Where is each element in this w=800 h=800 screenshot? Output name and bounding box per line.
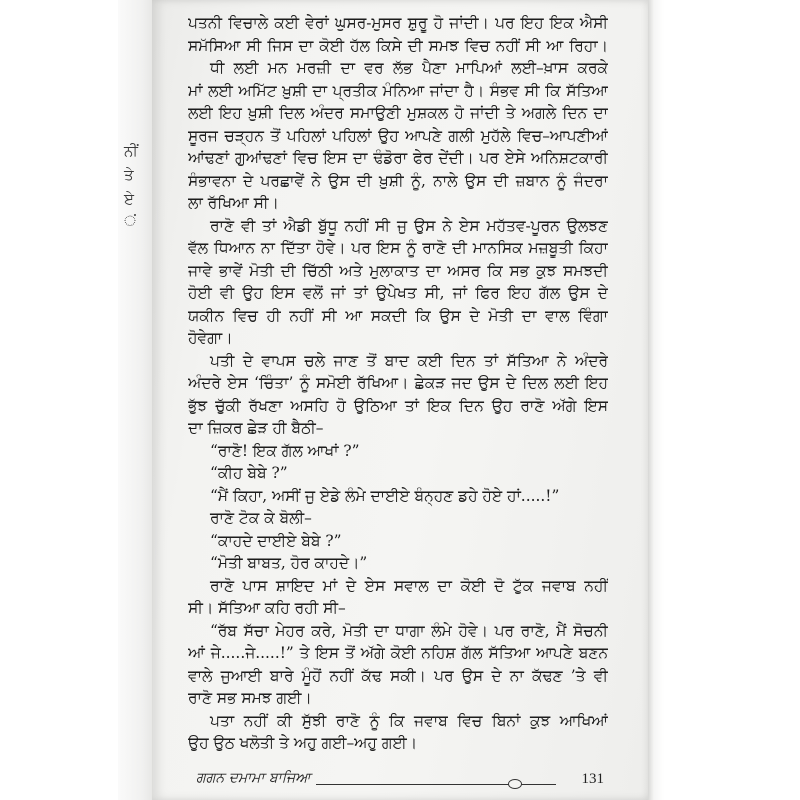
text-line: ਮਾਂ ਲਈ ਅਮਿੱਟ ਖ਼ੁਸ਼ੀ ਦਾ ਪ੍ਰਤੀਕ ਮੰਨਿਆ ਜਾਂਦਾ ਹੈ। ਸੰਭਵ ਸੀ ਕਿ ਸੱਤਿਆ — [188, 81, 608, 100]
dialogue-line: “ਕਾਹਦੇ ਦਾਈਏ ਬੇਬੇ ?” — [210, 531, 342, 550]
dialogue-line: “ਕੀਹ ਬੇਬੇ ?” — [210, 464, 288, 482]
text-line: ਆਂਢਣਾਂ ਗੁਆਂਢਣਾਂ ਵਿਚ ਇਸ ਦਾ ਢੰਡੋਰਾ ਫੇਰ ਦੇਂਦੀ। ਪਰ ਏਸੇ ਅਨਿਸ਼ਟਕਾਰੀ — [188, 149, 608, 167]
text-line: ਉਹ ਉਠ ਖਲੋਤੀ ਤੇ ਅਹੁ ਗਈ–ਅਹੁ ਗਈ। — [188, 734, 418, 752]
running-head: ਗਗਨ ਦਮਾਮਾ ਬਾਜਿਆ — [196, 770, 311, 786]
body-text — [188, 12, 608, 755]
text-line: ਹੋਵੇਗਾ। — [188, 329, 233, 347]
text-line: ਰਾਣੋ ਸਭ ਸਮਝ ਗਈ। — [188, 689, 312, 707]
text-line: ਸਮੱਸਿਆ ਸੀ ਜਿਸ ਦਾ ਕੋਈ ਹੱਲ ਕਿਸੇ ਦੀ ਸਮਝ ਵਿਚ ਨਹੀਂ ਸੀ ਆ ਰਿਹਾ। — [188, 36, 608, 55]
previous-page-fragment: ਂ — [124, 212, 137, 230]
text-line: ਯਕੀਨ ਵਿਚ ਹੀ ਨਹੀਂ ਸੀ ਆ ਸਕਦੀ ਕਿ ਉਸ ਦੇ ਮੋਤੀ ਦਾ ਵਾਲ ਵਿੰਗਾ — [188, 306, 608, 325]
dialogue-line: ਰਾਣੋ ਟੋਕ ਕੇ ਬੋਲੀ– — [210, 509, 312, 527]
text-line: ਪਤਨੀ ਵਿਚਾਲੇ ਕਈ ਵੇਰਾਂ ਘੁਸਰ-ਮੁਸਰ ਸ਼ੁਰੂ ਹੋ ਜਾਂਦੀ। ਪਰ ਇਹ ਇਕ ਐਸੀ — [188, 14, 608, 32]
previous-page-fragment: ਏ — [124, 190, 134, 208]
text-line: ਵੱਲ ਧਿਆਨ ਨਾ ਦਿੱਤਾ ਹੋਵੇ। ਪਰ ਇਸ ਨੂੰ ਰਾਣੋ ਦੀ ਮਾਨਸਿਕ ਮਜ਼ਬੂਤੀ ਕਿਹਾ — [188, 239, 608, 257]
text-line: ਰਾਣੋ ਵੀ ਤਾਂ ਐਡੀ ਬੁੱਧੂ ਨਹੀਂ ਸੀ ਜੁ ਉਸ ਨੇ ਏਸ ਮਹੱਤਵ-ਪੂਰਨ ਉਲਝਣ — [210, 216, 608, 235]
text-line: ਅੰਦਰੇ ਏਸ ‘ਚਿੰਤਾ’ ਨੂੰ ਸਮੋਈ ਰੱਖਿਆ। ਛੇਕੜ ਜਦ ਉਸ ਦੇ ਦਿਲ ਲਈ ਇਹ — [188, 374, 608, 392]
previous-page-fragment: ਤੇ — [124, 166, 134, 184]
text-line: “ਰੱਬ ਸੱਚਾ ਮੇਹਰ ਕਰੇ, ਮੋਤੀ ਦਾ ਧਾਗਾ ਲੰਮੇ ਹੋਵੇ। ਪਰ ਰਾਣੋ, ਮੈਂ ਸੋਚਨੀ — [210, 621, 608, 640]
page-footer — [196, 770, 606, 794]
dialogue-line: “ਮੈਂ ਕਿਹਾ, ਅਸੀਂ ਜੁ ਏਡੇ ਲੰਮੇ ਦਾਈਏ ਬੰਨ੍ਹਣ ਡਹੇ ਹੋਏ ਹਾਂ.....!” — [210, 486, 560, 505]
text-line: ਲਈ ਇਹ ਖ਼ੁਸ਼ੀ ਦਿਲ ਅੰਦਰ ਸਮਾਉਣੀ ਮੁਸ਼ਕਲ ਹੋ ਜਾਂਦੀ ਤੇ ਅਗਲੇ ਦਿਨ ਦਾ — [188, 104, 608, 122]
text-line: ਸੂਰਜ ਚੜ੍ਹਨ ਤੋਂ ਪਹਿਲਾਂ ਪਹਿਲਾਂ ਉਹ ਆਪਣੇ ਗਲੀ ਮੁਹੱਲੇ ਵਿਚ–ਆਪਣੀਆਂ — [188, 126, 608, 145]
text-line: ਧੀ ਲਈ ਮਨ ਮਰਜ਼ੀ ਦਾ ਵਰ ਲੱਭ ਪੈਣਾ ਮਾਪਿਆਂ ਲਈ–ਖ਼ਾਸ ਕਰਕੇ — [210, 59, 608, 77]
text-line: ਆਂ ਜੇ.....ਜੇ.....!” ਤੇ ਇਸ ਤੋਂ ਅੱਗੇ ਕੋਈ ਨਹਿਸ਼ ਗੱਲ ਸੱਤਿਆ ਆਪਣੇ ਬਣਨ — [188, 644, 608, 662]
text-line: ਸੀ। ਸੱਤਿਆ ਕਹਿ ਰਹੀ ਸੀ– — [188, 599, 346, 617]
text-line: ਰਾਣੋ ਪਾਸ ਸ਼ਾਇਦ ਮਾਂ ਦੇ ਏਸ ਸਵਾਲ ਦਾ ਕੋਈ ਦੋ ਟੁੱਕ ਜਵਾਬ ਨਹੀਂ — [210, 576, 608, 595]
text-line: ਜਾਵੇ ਭਾਵੇਂ ਮੋਤੀ ਦੀ ਚਿੱਠੀ ਅਤੇ ਮੁਲਾਕਾਤ ਦਾ ਅਸਰ ਕਿ ਸਭ ਕੁਝ ਸਮਝਦੀ — [188, 261, 608, 280]
text-line: ਪਤਾ ਨਹੀਂ ਕੀ ਸੁੱਝੀ ਰਾਣੋ ਨੂੰ ਕਿ ਜਵਾਬ ਵਿਚ ਬਿਨਾਂ ਕੁਝ ਆਖਿਆਂ — [210, 711, 608, 730]
text-line: ਲਾ ਰੱਖਿਆ ਸੀ। — [188, 194, 279, 212]
text-line: ਹੋਈ ਵੀ ਉਹ ਇਸ ਵਲੋਂ ਜਾਂ ਤਾਂ ਉਪੇਖਤ ਸੀ, ਜਾਂ ਫਿਰ ਇਹ ਗੱਲ ਉਸ ਦੇ — [188, 284, 608, 302]
text-line: ਵਾਲੇ ਜੁਆਈ ਬਾਰੇ ਮੂੰਹੋਂ ਨਹੀਂ ਕੱਢ ਸਕੀ। ਪਰ ਉਸ ਦੇ ਨਾ ਕੱਢਣ ’ਤੇ ਵੀ — [188, 666, 608, 685]
dialogue-line: “ਮੋਤੀ ਬਾਬਤ, ਹੋਰ ਕਾਹਦੇ।” — [210, 554, 368, 572]
page-number: 131 — [581, 771, 604, 787]
previous-page-fragment: ਨੀਂ — [124, 142, 138, 160]
dialogue-line: “ਰਾਣੋ! ਇਕ ਗੱਲ ਆਖਾਂ ?” — [210, 441, 360, 460]
text-line: ਸੰਭਾਵਨਾ ਦੇ ਪਰਛਾਵੇਂ ਨੇ ਉਸ ਦੀ ਖ਼ੁਸ਼ੀ ਨੂੰ, ਨਾਲੇ ਉਸ ਦੀ ਜ਼ਬਾਨ ਨੂੰ ਜੰਦਰਾ — [188, 171, 608, 190]
background-right — [648, 0, 800, 800]
footer-ornament-icon — [508, 779, 522, 789]
text-line: ਭੁੱਝ ਚੁੱਕੀ ਰੱਖਣਾ ਅਸਹਿ ਹੋ ਉਠਿਆ ਤਾਂ ਇਕ ਦਿਨ ਉਹ ਰਾਣੋ ਅੱਗੇ ਇਸ — [188, 396, 608, 415]
text-line: ਪਤੀ ਦੇ ਵਾਪਸ ਚਲੇ ਜਾਣ ਤੋਂ ਬਾਦ ਕਈ ਦਿਨ ਤਾਂ ਸੱਤਿਆ ਨੇ ਅੰਦਰੇ — [210, 351, 608, 370]
text-line: ਦਾ ਜ਼ਿਕਰ ਛੇੜ ਹੀ ਬੈਠੀ– — [188, 419, 324, 437]
